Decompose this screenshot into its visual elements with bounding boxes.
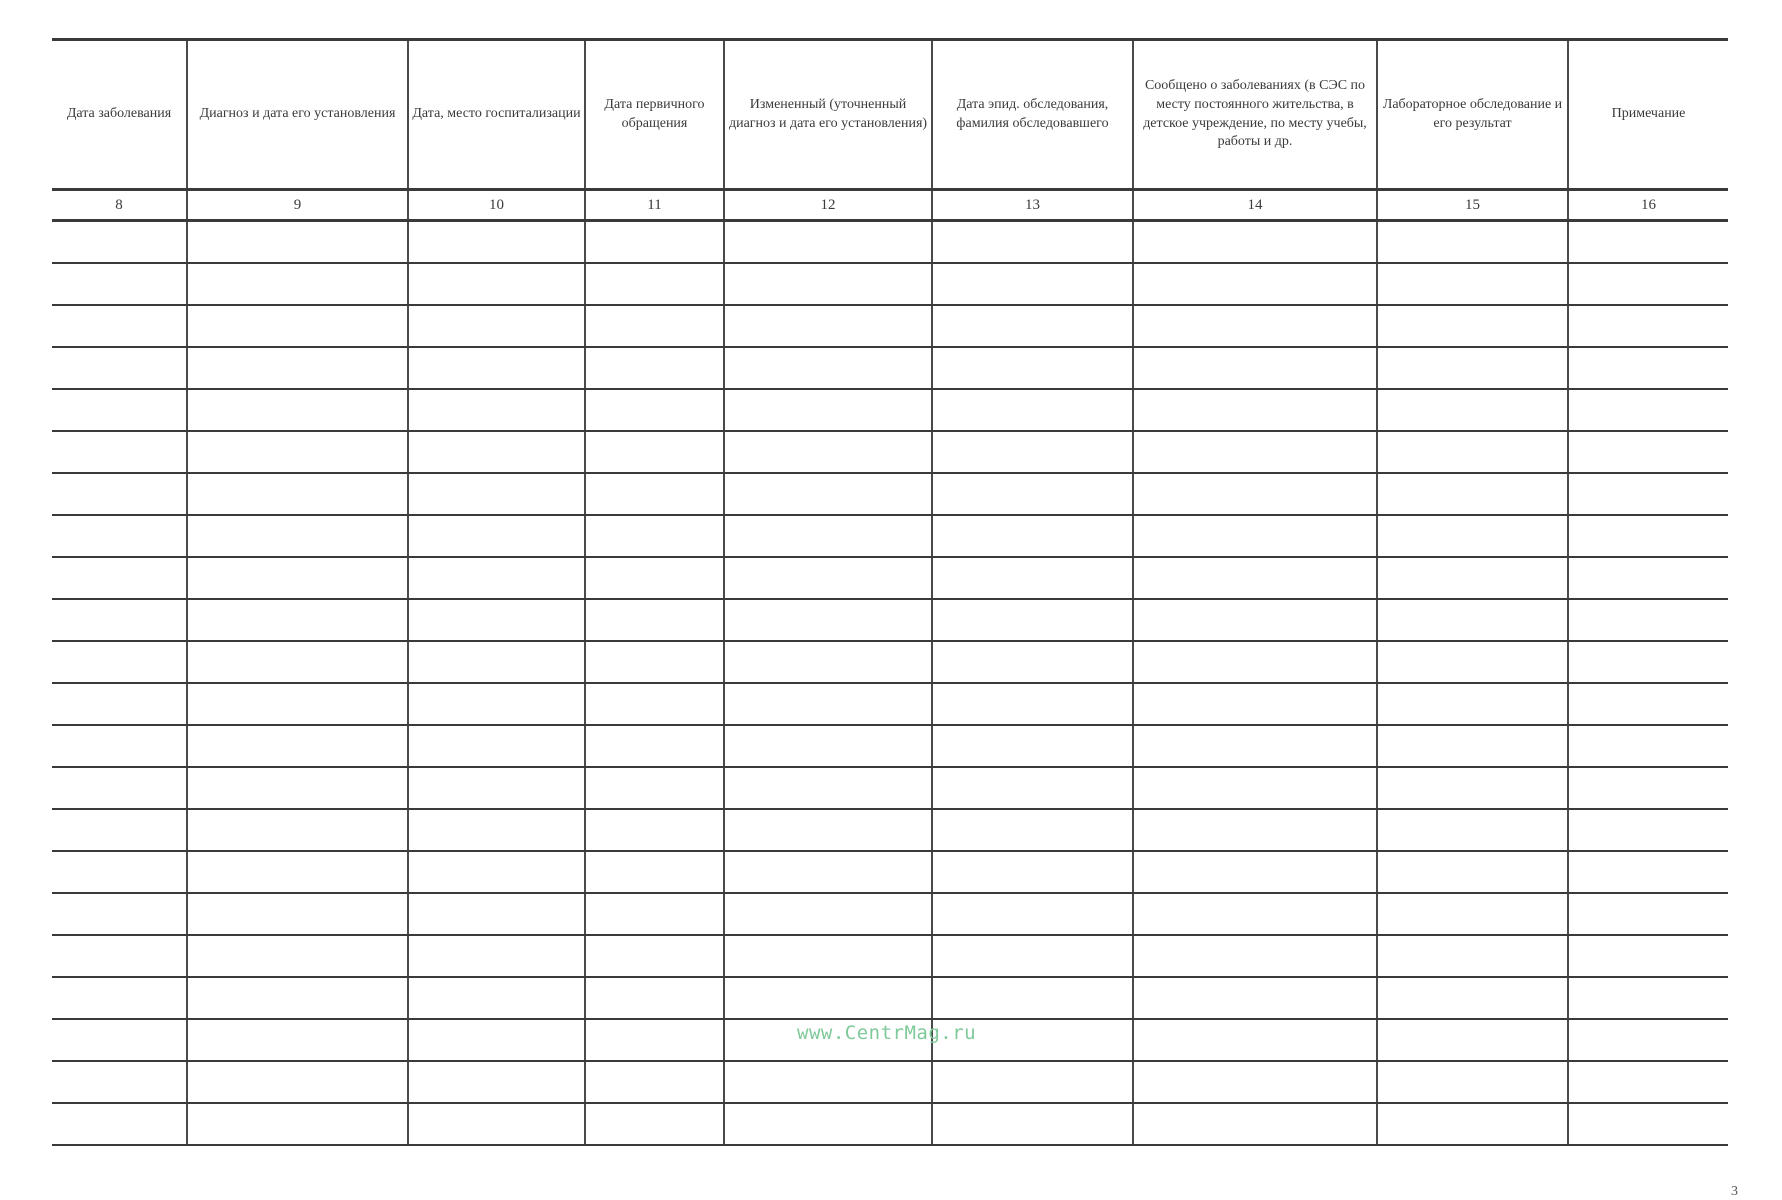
table-row (52, 893, 1728, 935)
table-cell (724, 389, 932, 431)
table-cell (408, 725, 585, 767)
table-cell (1133, 221, 1377, 264)
table-cell (187, 935, 408, 977)
table-cell (1377, 221, 1568, 264)
table-cell (1377, 1019, 1568, 1061)
table-cell (932, 305, 1133, 347)
table-cell (1568, 767, 1728, 809)
header-cell: Лабораторное обследование и его результат (1377, 40, 1568, 190)
table-cell (1568, 305, 1728, 347)
table-cell (52, 473, 187, 515)
table-cell (932, 263, 1133, 305)
table-cell (1568, 599, 1728, 641)
table-cell (187, 221, 408, 264)
table-cell (1568, 1019, 1728, 1061)
table-cell (932, 809, 1133, 851)
table-cell (585, 389, 724, 431)
table-cell (1377, 389, 1568, 431)
table-cell (408, 767, 585, 809)
table-cell (408, 683, 585, 725)
table-cell (724, 599, 932, 641)
table-row (52, 1103, 1728, 1145)
table-cell (724, 1103, 932, 1145)
column-number: 15 (1377, 190, 1568, 221)
table-cell (585, 1103, 724, 1145)
table-cell (187, 305, 408, 347)
table-cell (585, 347, 724, 389)
table-cell (187, 599, 408, 641)
table-cell (1377, 1061, 1568, 1103)
column-number: 12 (724, 190, 932, 221)
table-cell (932, 683, 1133, 725)
column-number: 14 (1133, 190, 1377, 221)
table-cell (724, 1061, 932, 1103)
table-cell (1377, 347, 1568, 389)
page-number: 3 (1731, 1184, 1738, 1199)
table-cell (52, 347, 187, 389)
table-cell (408, 1019, 585, 1061)
table-cell (1568, 1061, 1728, 1103)
table-cell (1377, 473, 1568, 515)
table-cell (187, 1061, 408, 1103)
table-cell (932, 725, 1133, 767)
table-cell (1568, 389, 1728, 431)
table-cell (1133, 557, 1377, 599)
table-cell (52, 1019, 187, 1061)
table-cell (585, 893, 724, 935)
table-cell (724, 557, 932, 599)
table-cell (585, 599, 724, 641)
table-cell (1377, 683, 1568, 725)
table-cell (1377, 767, 1568, 809)
table-cell (724, 305, 932, 347)
table-cell (1133, 515, 1377, 557)
table-cell (1377, 1103, 1568, 1145)
table-cell (1377, 935, 1568, 977)
table-cell (932, 599, 1133, 641)
table-row (52, 515, 1728, 557)
table-cell (932, 851, 1133, 893)
table-cell (408, 977, 585, 1019)
table-cell (1133, 809, 1377, 851)
table-row (52, 1061, 1728, 1103)
table-cell (1133, 893, 1377, 935)
table-row (52, 305, 1728, 347)
table-cell (408, 473, 585, 515)
table-cell (724, 767, 932, 809)
table-cell (52, 641, 187, 683)
table-cell (1133, 305, 1377, 347)
table-cell (187, 851, 408, 893)
header-cell: Диагноз и дата его установления (187, 40, 408, 190)
table-cell (1568, 1103, 1728, 1145)
table-cell (932, 977, 1133, 1019)
table-cell (1133, 1103, 1377, 1145)
table-cell (1133, 767, 1377, 809)
column-number: 10 (408, 190, 585, 221)
table-cell (1568, 557, 1728, 599)
watermark-text: www.CentrMag.ru (797, 1022, 977, 1044)
table-cell (932, 473, 1133, 515)
table-cell (52, 767, 187, 809)
table-cell (1568, 683, 1728, 725)
table-cell (52, 725, 187, 767)
table-row (52, 473, 1728, 515)
table-cell (724, 683, 932, 725)
table-cell (1133, 263, 1377, 305)
column-number: 9 (187, 190, 408, 221)
column-number: 8 (52, 190, 187, 221)
table-row (52, 599, 1728, 641)
table-row (52, 767, 1728, 809)
table-cell (1133, 473, 1377, 515)
table-cell (1133, 641, 1377, 683)
header-cell: Дата первичного обращения (585, 40, 724, 190)
table-cell (932, 1061, 1133, 1103)
table-cell (585, 683, 724, 725)
table-cell (1133, 935, 1377, 977)
table-cell (932, 641, 1133, 683)
table-cell (585, 767, 724, 809)
table-cell (408, 1103, 585, 1145)
table-cell (1568, 641, 1728, 683)
column-number: 16 (1568, 190, 1728, 221)
table-cell (1133, 1061, 1377, 1103)
table-cell (1568, 809, 1728, 851)
table-cell (1568, 893, 1728, 935)
table-row (52, 683, 1728, 725)
table-cell (724, 221, 932, 264)
table-row (52, 977, 1728, 1019)
column-number-row (52, 190, 1728, 221)
table-cell (1568, 221, 1728, 264)
table-cell (187, 977, 408, 1019)
table-cell (585, 1061, 724, 1103)
table-cell (585, 305, 724, 347)
table-cell (1133, 1019, 1377, 1061)
table-cell (1133, 599, 1377, 641)
table-cell (932, 389, 1133, 431)
header-cell: Дата заболевания (52, 40, 187, 190)
table-cell (408, 221, 585, 264)
table-cell (408, 893, 585, 935)
table-row (52, 641, 1728, 683)
header-cell: Дата эпид. обследования, фамилия обследовавшего (932, 40, 1133, 190)
table-cell (932, 347, 1133, 389)
table-cell (187, 263, 408, 305)
table-cell (932, 431, 1133, 473)
header-cell: Дата, место госпитализации (408, 40, 585, 190)
table-cell (408, 431, 585, 473)
table-cell (724, 851, 932, 893)
table-cell (187, 767, 408, 809)
table-cell (1133, 431, 1377, 473)
table-cell (724, 431, 932, 473)
table-cell (1377, 515, 1568, 557)
table-cell (724, 893, 932, 935)
table-cell (52, 599, 187, 641)
table-cell (724, 515, 932, 557)
table-cell (187, 809, 408, 851)
table-cell (724, 473, 932, 515)
table-cell (724, 935, 932, 977)
table-cell (52, 1061, 187, 1103)
table-cell (1133, 851, 1377, 893)
table-cell (187, 641, 408, 683)
table-cell (52, 935, 187, 977)
table-cell (1377, 725, 1568, 767)
table-cell (187, 1103, 408, 1145)
table-cell (408, 599, 585, 641)
table-cell (724, 641, 932, 683)
table-row (52, 809, 1728, 851)
table-row (52, 389, 1728, 431)
table-cell (408, 641, 585, 683)
table-cell (52, 1103, 187, 1145)
table-cell (187, 1019, 408, 1061)
table-cell (408, 305, 585, 347)
table-cell (585, 851, 724, 893)
table-row (52, 347, 1728, 389)
table-cell (1377, 263, 1568, 305)
table-cell (1377, 599, 1568, 641)
table-cell (932, 767, 1133, 809)
table-cell (1568, 473, 1728, 515)
table-row (52, 221, 1728, 264)
table-row (52, 557, 1728, 599)
table-cell (52, 221, 187, 264)
table-cell (1377, 431, 1568, 473)
table-cell (932, 557, 1133, 599)
table-cell (408, 935, 585, 977)
table-cell (585, 263, 724, 305)
table-cell (932, 515, 1133, 557)
table-cell (1133, 683, 1377, 725)
table-cell (585, 1019, 724, 1061)
header-cell: Измененный (уточненный диагноз и дата его установления) (724, 40, 932, 190)
table-cell (187, 431, 408, 473)
table-cell (585, 809, 724, 851)
table-row (52, 851, 1728, 893)
table-cell (585, 473, 724, 515)
table-cell (187, 725, 408, 767)
table-cell (1568, 851, 1728, 893)
table-cell (1568, 347, 1728, 389)
table-cell (52, 977, 187, 1019)
table-cell (187, 389, 408, 431)
table-cell (187, 557, 408, 599)
table-cell (724, 977, 932, 1019)
table-cell (1377, 977, 1568, 1019)
table-cell (187, 893, 408, 935)
table-cell (408, 557, 585, 599)
table-cell (585, 557, 724, 599)
table-cell (187, 683, 408, 725)
table-cell (585, 515, 724, 557)
table-cell (1377, 641, 1568, 683)
table-cell (1133, 389, 1377, 431)
table-cell (932, 1103, 1133, 1145)
table-cell (187, 473, 408, 515)
table-cell (52, 557, 187, 599)
header-row (52, 40, 1728, 190)
table-cell (585, 977, 724, 1019)
table-cell (408, 263, 585, 305)
table-cell (187, 347, 408, 389)
header-cell: Примечание (1568, 40, 1728, 190)
table-cell (724, 263, 932, 305)
table-cell (408, 851, 585, 893)
table-cell (1568, 935, 1728, 977)
table-cell (1568, 263, 1728, 305)
table-cell (1133, 347, 1377, 389)
table-cell (1568, 977, 1728, 1019)
table-cell (408, 347, 585, 389)
journal-table (52, 38, 1728, 1146)
table-cell (408, 389, 585, 431)
table-cell (52, 431, 187, 473)
table-cell (724, 725, 932, 767)
table-cell (1568, 431, 1728, 473)
table-cell (52, 683, 187, 725)
table-cell (585, 725, 724, 767)
table-cell (1568, 515, 1728, 557)
table-row (52, 431, 1728, 473)
table-cell (724, 809, 932, 851)
column-number: 13 (932, 190, 1133, 221)
table-row (52, 935, 1728, 977)
table-cell (1377, 305, 1568, 347)
table-cell (52, 515, 187, 557)
table-cell (1377, 893, 1568, 935)
table-cell (1133, 977, 1377, 1019)
table-cell (52, 809, 187, 851)
table-row (52, 263, 1728, 305)
table-cell (52, 851, 187, 893)
table-cell (585, 221, 724, 264)
column-number: 11 (585, 190, 724, 221)
table-cell (52, 893, 187, 935)
table-cell (408, 515, 585, 557)
table-cell (408, 809, 585, 851)
table-cell (585, 431, 724, 473)
table-cell (1377, 557, 1568, 599)
table-cell (1377, 851, 1568, 893)
table-body (52, 221, 1728, 1146)
table-cell (187, 515, 408, 557)
table-cell (52, 389, 187, 431)
table-cell (408, 1061, 585, 1103)
table-row (52, 725, 1728, 767)
table-cell (585, 935, 724, 977)
table-cell (932, 935, 1133, 977)
table-cell (52, 305, 187, 347)
table-cell (1377, 809, 1568, 851)
table-cell (932, 893, 1133, 935)
table-cell (52, 263, 187, 305)
table-cell (1133, 725, 1377, 767)
table-cell (724, 347, 932, 389)
table-cell (932, 221, 1133, 264)
header-cell: Сообщено о заболеваниях (в СЭС по месту постоянного жительства, в детское учреждение, по месту учебы, работы и др. (1133, 40, 1377, 190)
table-cell (1568, 725, 1728, 767)
table-cell (585, 641, 724, 683)
